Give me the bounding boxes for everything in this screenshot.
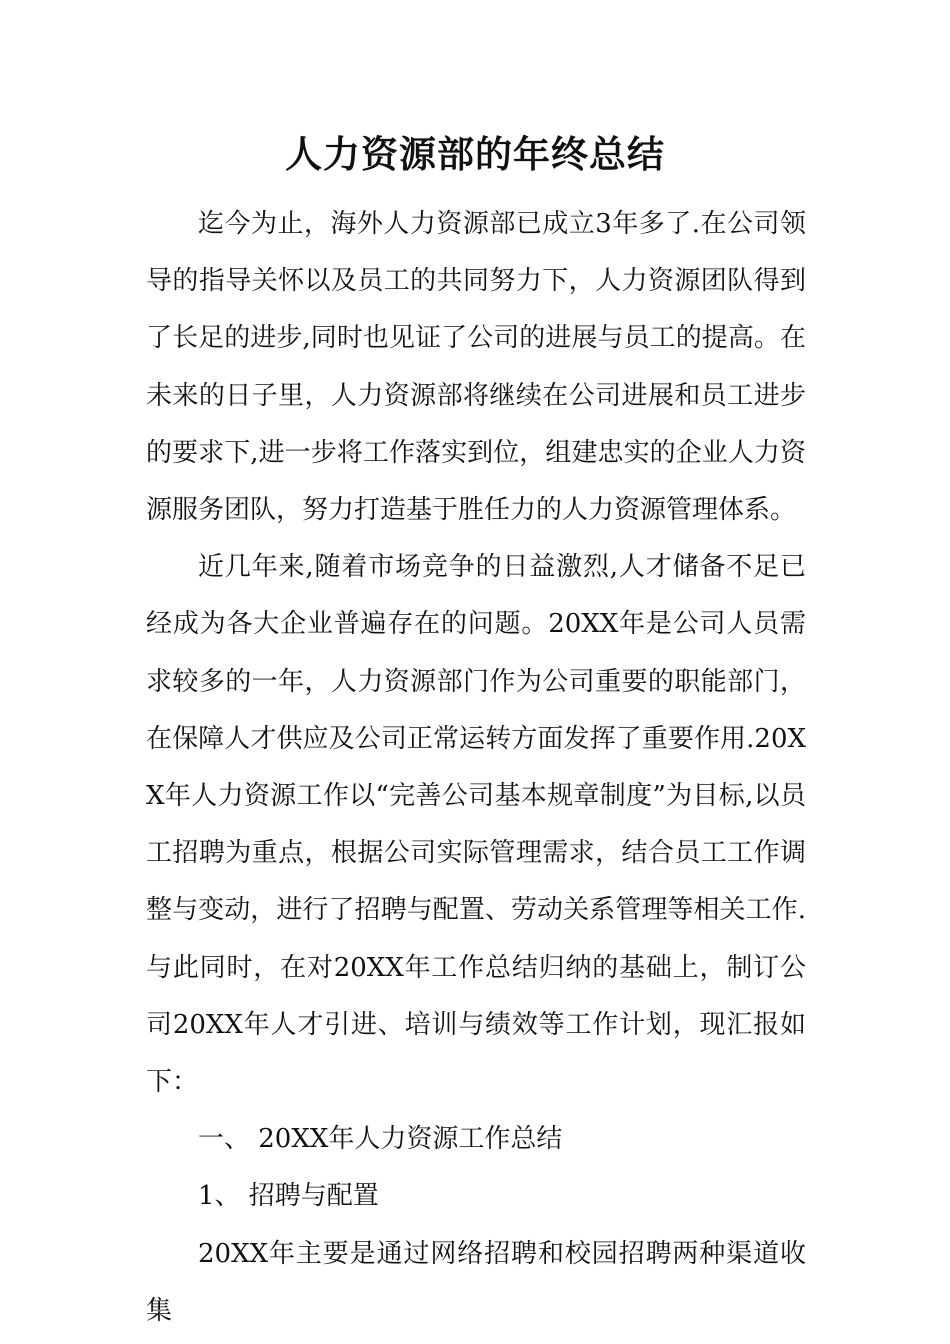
subsection-heading-1: 1、 招聘与配置 bbox=[198, 1181, 379, 1212]
paragraph-recruitment: 20XX年主要是通过网络招聘和校园招聘两种渠道收集 bbox=[146, 1238, 806, 1326]
paragraph-background: 近几年来,随着市场竞争的日益激烈,人才储备不足已经成为各大企业普遍存在的问题。20XX年是公司人员需求较多的一年，人力资源部门作为公司重要的职能部门，在保障人才供应及公司正常运转方面发挥了重要作用.20XX年人力资源工作以“完善公司基本规章制度”为目标,以员工招聘为重点，根据公司实际管理需求，结合员工工作调整与变动，进行了招聘与配置、劳动关系管理等相关工作.与此同时，在对20XX年工作总结归纳的基础上，制订公司20XX年人才引进、培训与绩效等工作计划，现汇报如下： bbox=[146, 552, 806, 1098]
document-title: 人力资源部的年终总结 bbox=[285, 132, 665, 176]
paragraph-intro: 迄今为止，海外人力资源部已成立3年多了.在公司领导的指导关怀以及员工的共同努力下，人力资源团队得到了长足的进步,同时也见证了公司的进展与员工的提高。在未来的日子里，人力资源部将继续在公司进展和员工进步的要求下,进一步将工作落实到位，组建忠实的企业人力资源服务团队，努力打造基于胜任力的人力资源管理体系。 bbox=[146, 209, 806, 526]
document-body bbox=[146, 196, 806, 1340]
section-heading-1: 一、 20XX年人力资源工作总结 bbox=[198, 1124, 563, 1155]
